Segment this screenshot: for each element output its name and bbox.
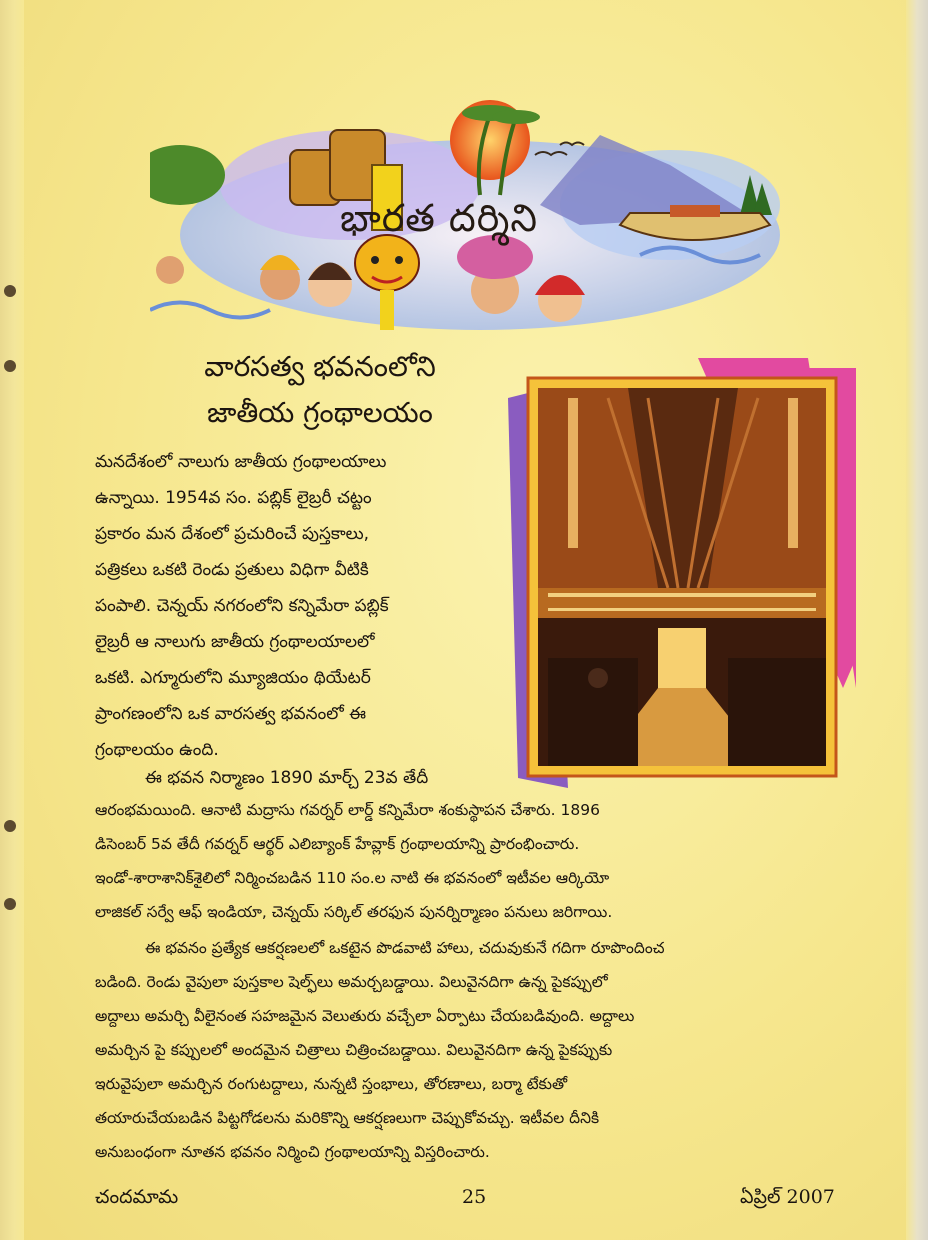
article-text-line: డిసెంబర్ 5వ తేదీ గవర్నర్ ఆర్థర్ ఎలిబ్యాంక్ హేవ్లాక్ గ్రంథాలయాన్ని ప్రారంభించారు. [95,835,580,853]
library-reading-hall-icon [538,388,826,766]
article-text-line: పంపాలి. చెన్నయ్ నగరంలోని కన్నిమేరా పబ్లిక్ [95,596,389,616]
staple-hole [4,820,16,832]
section-title: భారత దర్శిని [340,196,539,240]
magazine-name: చందమామ [95,1186,179,1208]
article-text-line: బడింది. రెండు వైపులా పుస్తకాల షెల్ఫ్‌లు అమర్చబడ్డాయి. విలువైనదిగా ఉన్న పైకప్పులో [95,973,608,991]
article-text-line: ఒకటి. ఎగ్మూరులోని మ్యూజియం థియేటర్ [95,668,371,688]
page-spine [0,0,24,1240]
page-edge [906,0,928,1240]
article-text-line: ఇండో-శారాశానిక్‌శైలిలో నిర్మించబడిన 110 సం.ల నాటి ఈ భవనంలో ఇటీవల ఆర్కియో [95,869,610,887]
article-title-line-1: వారసత్వ భవనంలోని [204,350,436,383]
article-text-line: మనదేశంలో నాలుగు జాతీయ గ్రంథాలయాలు [95,452,387,472]
page-number: 25 [462,1186,487,1208]
staple-hole [4,285,16,297]
staple-hole [4,898,16,910]
article-text-line: ప్రాంగణంలోని ఒక వారసత్వ భవనంలో ఈ [95,704,366,724]
article-text-line: ఇరువైపులా అమర్చిన రంగుటద్దాలు, నున్నటి స్తంభాలు, తోరణాలు, బర్మా టేకుతో [95,1075,568,1093]
staple-hole [4,360,16,372]
article-text-line: అమర్చిన పై కప్పులలో అందమైన చిత్రాలు చిత్రించబడ్డాయి. విలువైనదిగా ఉన్న పైకప్పుకు [95,1041,613,1059]
article-text-line: లాజికల్ సర్వే ఆఫ్ ఇండియా, చెన్నయ్ సర్కిల్ తరఫున పునర్నిర్మాణం పనులు జరిగాయి. [95,903,613,921]
issue-date: ఏప్రిల్ 2007 [740,1186,835,1208]
library-photo-frame [508,358,856,796]
article-text-line: పత్రికలు ఒకటి రెండు ప్రతులు విధిగా వీటికి [95,560,369,580]
article-text-line: ఈ భవన నిర్మాణం 1890 మార్చ్ 23వ తేదీ [145,768,429,788]
article-text-line: లైబ్రరీ ఆ నాలుగు జాతీయ గ్రంథాలయాలలో [95,632,375,652]
article-title-line-2: జాతీయ గ్రంథాలయం [207,396,433,429]
article-text-line: గ్రంథాలయం ఉంది. [95,740,219,760]
article-text-line: ఆరంభమయింది. ఆనాటి మద్రాసు గవర్నర్ లార్డ్ కన్నిమేరా శంకుస్థాపన చేశారు. 1896 [95,801,600,819]
article-text-line: తయారుచేయబడిన పిట్టగోడలను మరికొన్ని ఆకర్షణలుగా చెప్పుకోవచ్చు. ఇటీవల దీనికి [95,1109,600,1127]
article-text-line: ఉన్నాయి. 1954వ సం. పబ్లిక్ లైబ్రరీ చట్టం [95,488,372,508]
article-text-line: ప్రకారం మన దేశంలో ప్రచురించే పుస్తకాలు, [95,524,370,544]
article-text-line: అద్దాలు అమర్చి వీలైనంత సహజమైన వెలుతురు వచ్చేలా ఏర్పాటు చేయబడివుంది. అద్దాలు [95,1007,635,1025]
article-text-line: అనుబంధంగా నూతన భవనం నిర్మించి గ్రంథాలయాన్ని విస్తరించారు. [95,1143,490,1161]
article-text-line: ఈ భవనం ప్రత్యేక ఆకర్షణలలో ఒకటైన పొడవాటి హాలు, చదువుకునే గదిగా రూపొందించ [145,939,665,957]
